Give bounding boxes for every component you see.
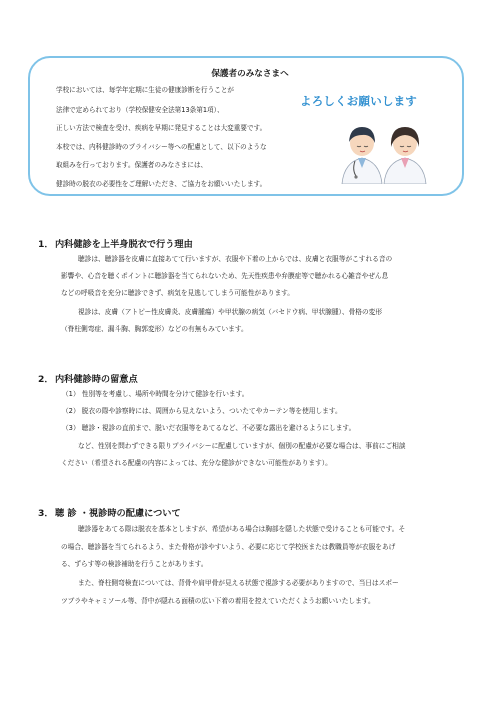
- body-line: （脊柱側弯症、漏斗胸、胸郭変形）などの有無もみています。: [61, 325, 248, 333]
- section-number: 2．: [38, 374, 54, 385]
- body-line: 聴診は、聴診器を皮膚に直接あてて行いますが、衣服や下着の上からでは、皮膚と衣服等がこすれる音の: [78, 255, 393, 263]
- section-number: 1．: [38, 239, 54, 250]
- body-line: る、ずらす等の検診補助を行うことがあります。: [61, 560, 208, 568]
- section-title: 内科健診時の留意点: [55, 374, 138, 385]
- notice-title: 保護者のみなさまへ: [211, 69, 289, 79]
- notice-line: 取組みを行っております。保護者のみなさまには、: [56, 161, 208, 169]
- body-line: など、性別を問わずできる限りプライバシーに配慮していますが、個別の配慮が必要な場合は、事前にご相談: [78, 442, 406, 450]
- greeting-text: よろしくお願いします: [300, 94, 417, 108]
- body-line: また、脊柱側弯検査については、背骨や肩甲骨が見える状態で視診する必要がありますので、当日はスポー: [78, 579, 399, 587]
- body-line: （1） 性別等を考慮し、場所や時間を分けて健診を行います。: [62, 390, 249, 398]
- body-line: 視診は、皮膚（アトピー性皮膚炎、皮膚腫瘍）や甲状腺の病気（バセドウ病、甲状腺腫）、骨格の変形: [78, 308, 383, 316]
- notice-line: 学校においては、毎学年定期に生徒の健康診断を行うことが: [56, 86, 235, 94]
- body-line: 聴診器をあてる際は脱衣を基本としますが、希望がある場合は胸部を隠した状態で受けることも可能です。そ: [78, 525, 406, 533]
- body-line: などの呼吸音を充分に聴診できず、病気を見逃してしまう可能性があります。: [61, 289, 294, 297]
- section-heading: [38, 505, 181, 519]
- section-title: 聴 診 ・視診時の配慮について: [55, 508, 181, 519]
- body-line: （3） 聴診・視診の直前まで、脱いだ衣服等をあてるなど、不必要な露出を避けるようにします。: [62, 424, 356, 432]
- section-title: 内科健診を上半身脱衣で行う理由: [55, 239, 193, 250]
- notice-line: 正しい方法で検査を受け、疾病を早期に発見することは大変重要です。: [56, 124, 267, 132]
- notice-line: 健診時の脱衣の必要性をご理解いただき、ご協力をお願いいたします。: [56, 180, 267, 188]
- notice-line: 法律で定められており（学校保健安全法第13条第1項）、: [56, 106, 224, 114]
- body-line: ツブラやキャミソール等、背中が隠れる面積の広い下着の着用を控えていただくようお願いいたします。: [61, 597, 375, 605]
- body-line: ください（希望される配慮の内容によっては、充分な健診ができない可能性があります）。: [61, 459, 332, 467]
- section-number: 3．: [38, 508, 54, 519]
- notice-line: 本校では、内科健診時のプライバシー等への配慮として、以下のような: [56, 143, 267, 151]
- section-heading: [38, 371, 138, 385]
- body-line: の場合、聴診器を当てられるよう、また骨格が診やすいよう、必要に応じて学校医または教職員等が衣服をあげ: [61, 543, 396, 551]
- section-heading: [38, 236, 193, 250]
- doctor-illustration: [338, 114, 430, 184]
- body-line: （2） 脱衣の際や診察時には、周囲から見えないよう、ついたてやカーテン等を使用します。: [62, 407, 342, 415]
- body-line: 影響や、心音を聴くポイントに聴診器を当てられないため、先天性疾患や弁膜症等で聴かれる心雑音やぜん息: [61, 272, 389, 280]
